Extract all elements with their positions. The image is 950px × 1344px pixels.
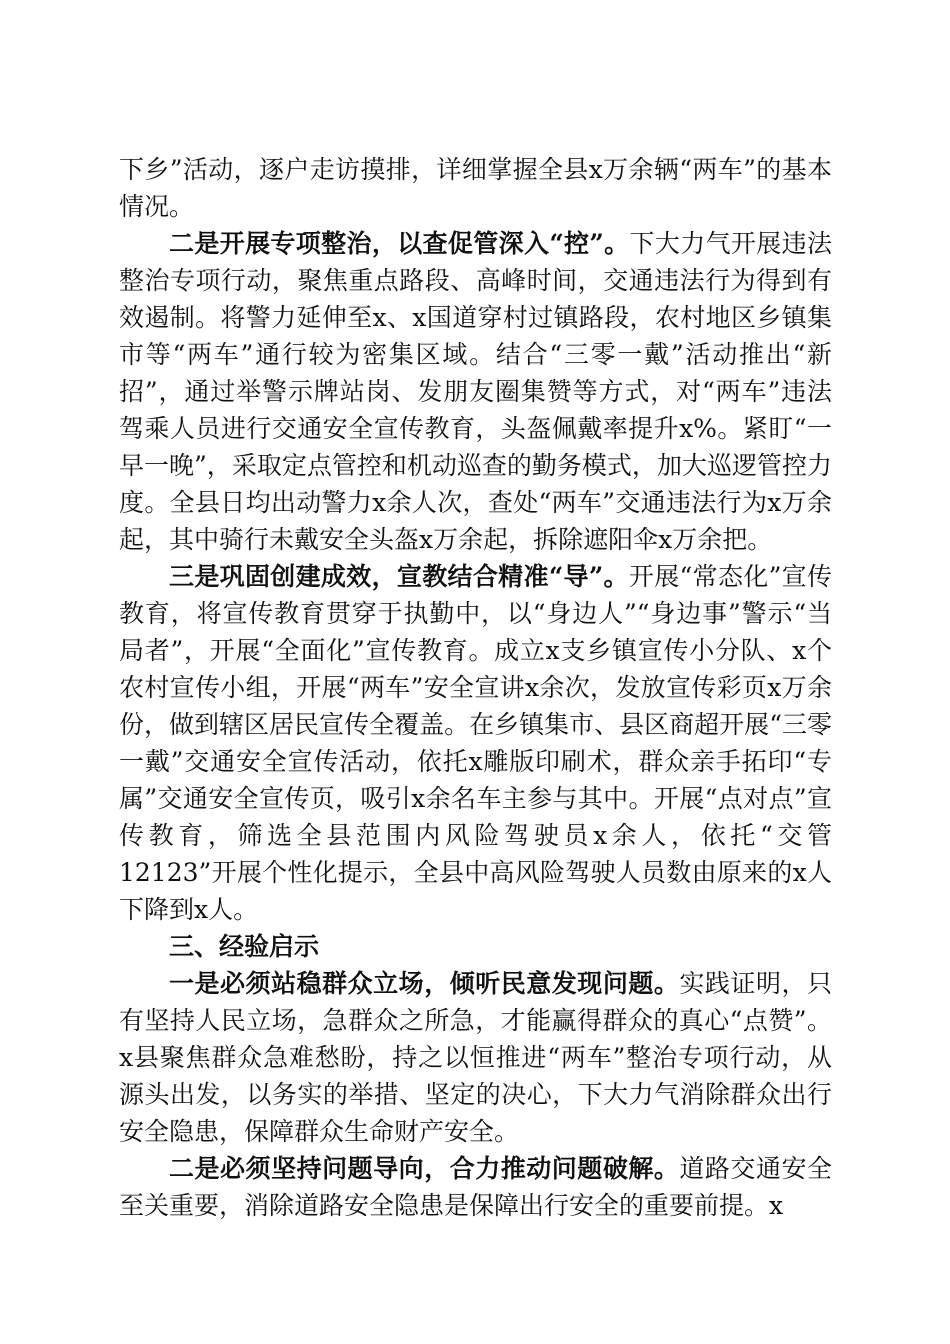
paragraph-body: 实践证明，只有坚持人民立场，急群众之所急，才能赢得群众的真心“点赞”。x县聚焦群众急难愁盼，持之以恒推进“两车”整治专项行动，从源头出发，以务实的举措、坚定的决心，下大力气消除群众出行安全隐患，保障群众生命财产安全。: [119, 969, 832, 1146]
paragraph-lead: 二是开展专项整治，以查促管深入“控”。: [169, 229, 630, 258]
paragraph-body: 下乡”活动，逐户走访摸排，详细掌握全县x万余辆“两车”的基本情况。: [119, 155, 832, 221]
paragraph-mass-stance: [119, 965, 832, 1150]
paragraph-body: 开展“常态化”宣传教育，将宣传教育贯穿于执勤中，以“身边人”“身边事”警示“当局者”，开展“全面化”宣传教育。成立x支乡镇宣传小分队、x个农村宣传小组，开展“两车”安全宣讲x余次，发放宣传彩页x万余份，做到辖区居民宣传全覆盖。在乡镇集市、县区商超开展“三零一戴”交通安全宣传活动，依托x雕版印刷术，群众亲手拓印“专属”交通安全宣传页，吸引x余名车主参与其中。开展“点对点”宣传教育，筛选全县范围内风险驾驶员x余人，依托“交管12123”开展个性化提示，全县中高风险驾驶人员数由原来的x人下降到x人。: [119, 562, 833, 924]
paragraph-problem-oriented: [119, 1150, 832, 1224]
paragraph-lead: 二是必须坚持问题导向，合力推动问题破解。: [169, 1154, 680, 1183]
document-body: [119, 151, 832, 1224]
paragraph-publicity-education: [119, 558, 832, 928]
paragraph-continuation: [119, 151, 832, 225]
paragraph-lead: 三是巩固创建成效，宣教结合精准“导”。: [169, 562, 629, 591]
paragraph-body: 下大力气开展违法整治专项行动，聚焦重点路段、高峰时间，交通违法行为得到有效遏制。将警力延伸至x、x国道穿村过镇路段，农村地区乡镇集市等“两车”通行较为密集区域。结合“三零一戴”活动推出“新招”，通过举警示牌站岗、发朋友圈集赞等方式，对“两车”违法驾乘人员进行交通安全宣传教育，头盔佩戴率提升x%。紧盯“一早一晚”，采取定点管控和机动巡查的勤务模式，加大巡逻管控力度。全县日均出动警力x余人次，查处“两车”交通违法行为x万余起，其中骑行未戴安全头盔x万余起，拆除遮阳伞x万余把。: [119, 229, 832, 554]
paragraph-lead: 一是必须站稳群众立场，倾听民意发现问题。: [169, 969, 680, 998]
paragraph-special-rectification: [119, 225, 832, 558]
section-heading: 三、经验启示: [169, 932, 320, 961]
paragraph-body: 道路交通安全至关重要，消除道路安全隐患是保障出行安全的重要前提。x: [119, 1154, 832, 1220]
